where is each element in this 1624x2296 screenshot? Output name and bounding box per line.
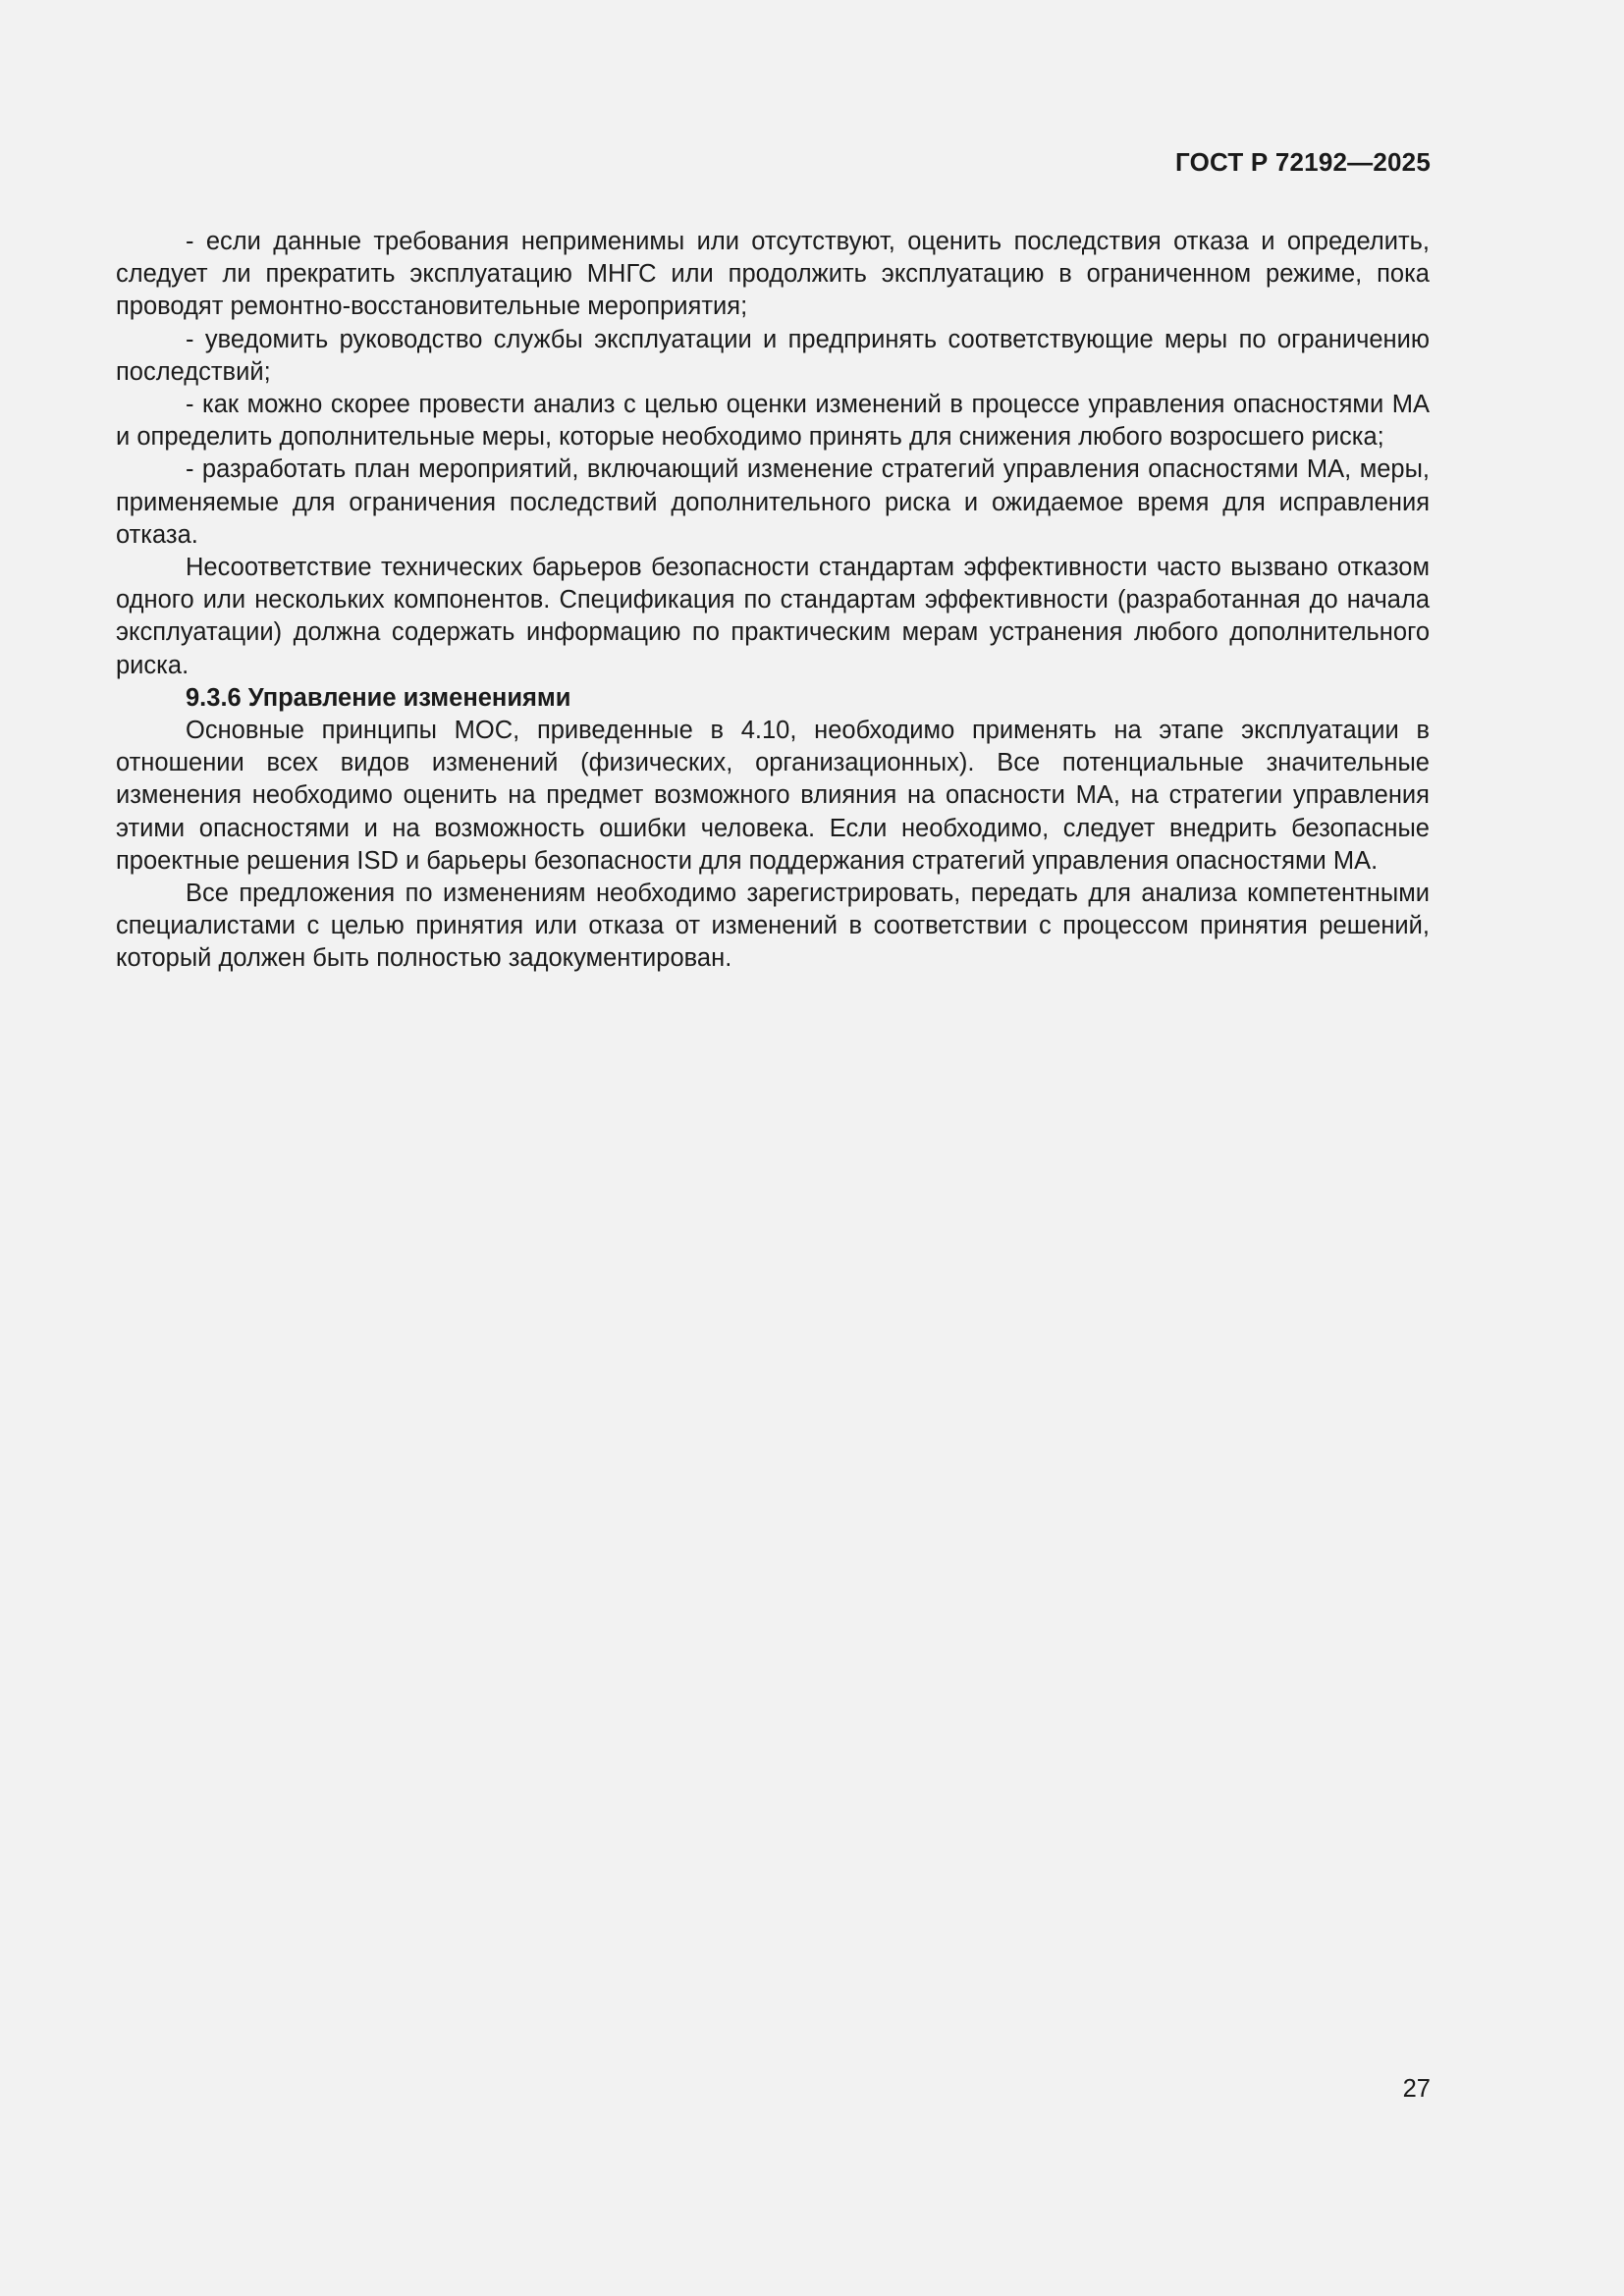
bullet-paragraph-2: - уведомить руководство службы эксплуатации и предпринять соответствующие меры по ограничению последствий;: [116, 325, 1430, 386]
section-heading-9-3-6: 9.3.6 Управление изменениями: [186, 683, 571, 712]
standard-id-header: ГОСТ Р 72192—2025: [1175, 147, 1431, 177]
body-paragraph-barriers: Несоответствие технических барьеров безопасности стандартам эффективности часто вызвано отказом одного или нескольких компонентов. Спецификация по стандартам эффективности (разработанная до начала эксплуатации) должна содержать информацию по практическим мерам устранения любого дополнительного риска.: [116, 554, 1430, 679]
body-paragraph-proposals: Все предложения по изменениям необходимо зарегистрировать, передать для анализа компетентными специалистами с целью принятия или отказа от изменений в соответствии с процессом принятия решений, который должен быть полностью задокументирован.: [116, 880, 1430, 973]
bullet-paragraph-1: - если данные требования неприменимы или отсутствуют, оценить последствия отказа и определить, следует ли прекратить эксплуатацию МНГС или продолжить эксплуатацию в ограниченном режиме, пока проводят ремонтно-восстановительные мероприятия;: [116, 228, 1430, 321]
body-paragraph-moc: Основные принципы МОС, приведенные в 4.10, необходимо применять на этапе эксплуатации в отношении всех видов изменений (физических, организационных). Все потенциальные значительные изменения необходимо оценить на предмет возможного влияния на опасности МА, на стратегии управления этими опасностями и на возможность ошибки человека. Если необходимо, следует внедрить безопасные проектные решения ISD и барьеры безопасности для поддержания стратегий управления опасностями МА.: [116, 717, 1430, 875]
document-body: [116, 226, 1430, 976]
page-number: 27: [1402, 2075, 1431, 2103]
bullet-paragraph-3: - как можно скорее провести анализ с целью оценки изменений в процессе управления опасностями МА и определить дополнительные меры, которые необходимо принять для снижения любого возросшего риска;: [116, 391, 1430, 452]
bullet-paragraph-4: - разработать план мероприятий, включающий изменение стратегий управления опасностями МА, меры, применяемые для ограничения последствий дополнительного риска и ожидаемое время для исправления отказа.: [116, 455, 1430, 549]
